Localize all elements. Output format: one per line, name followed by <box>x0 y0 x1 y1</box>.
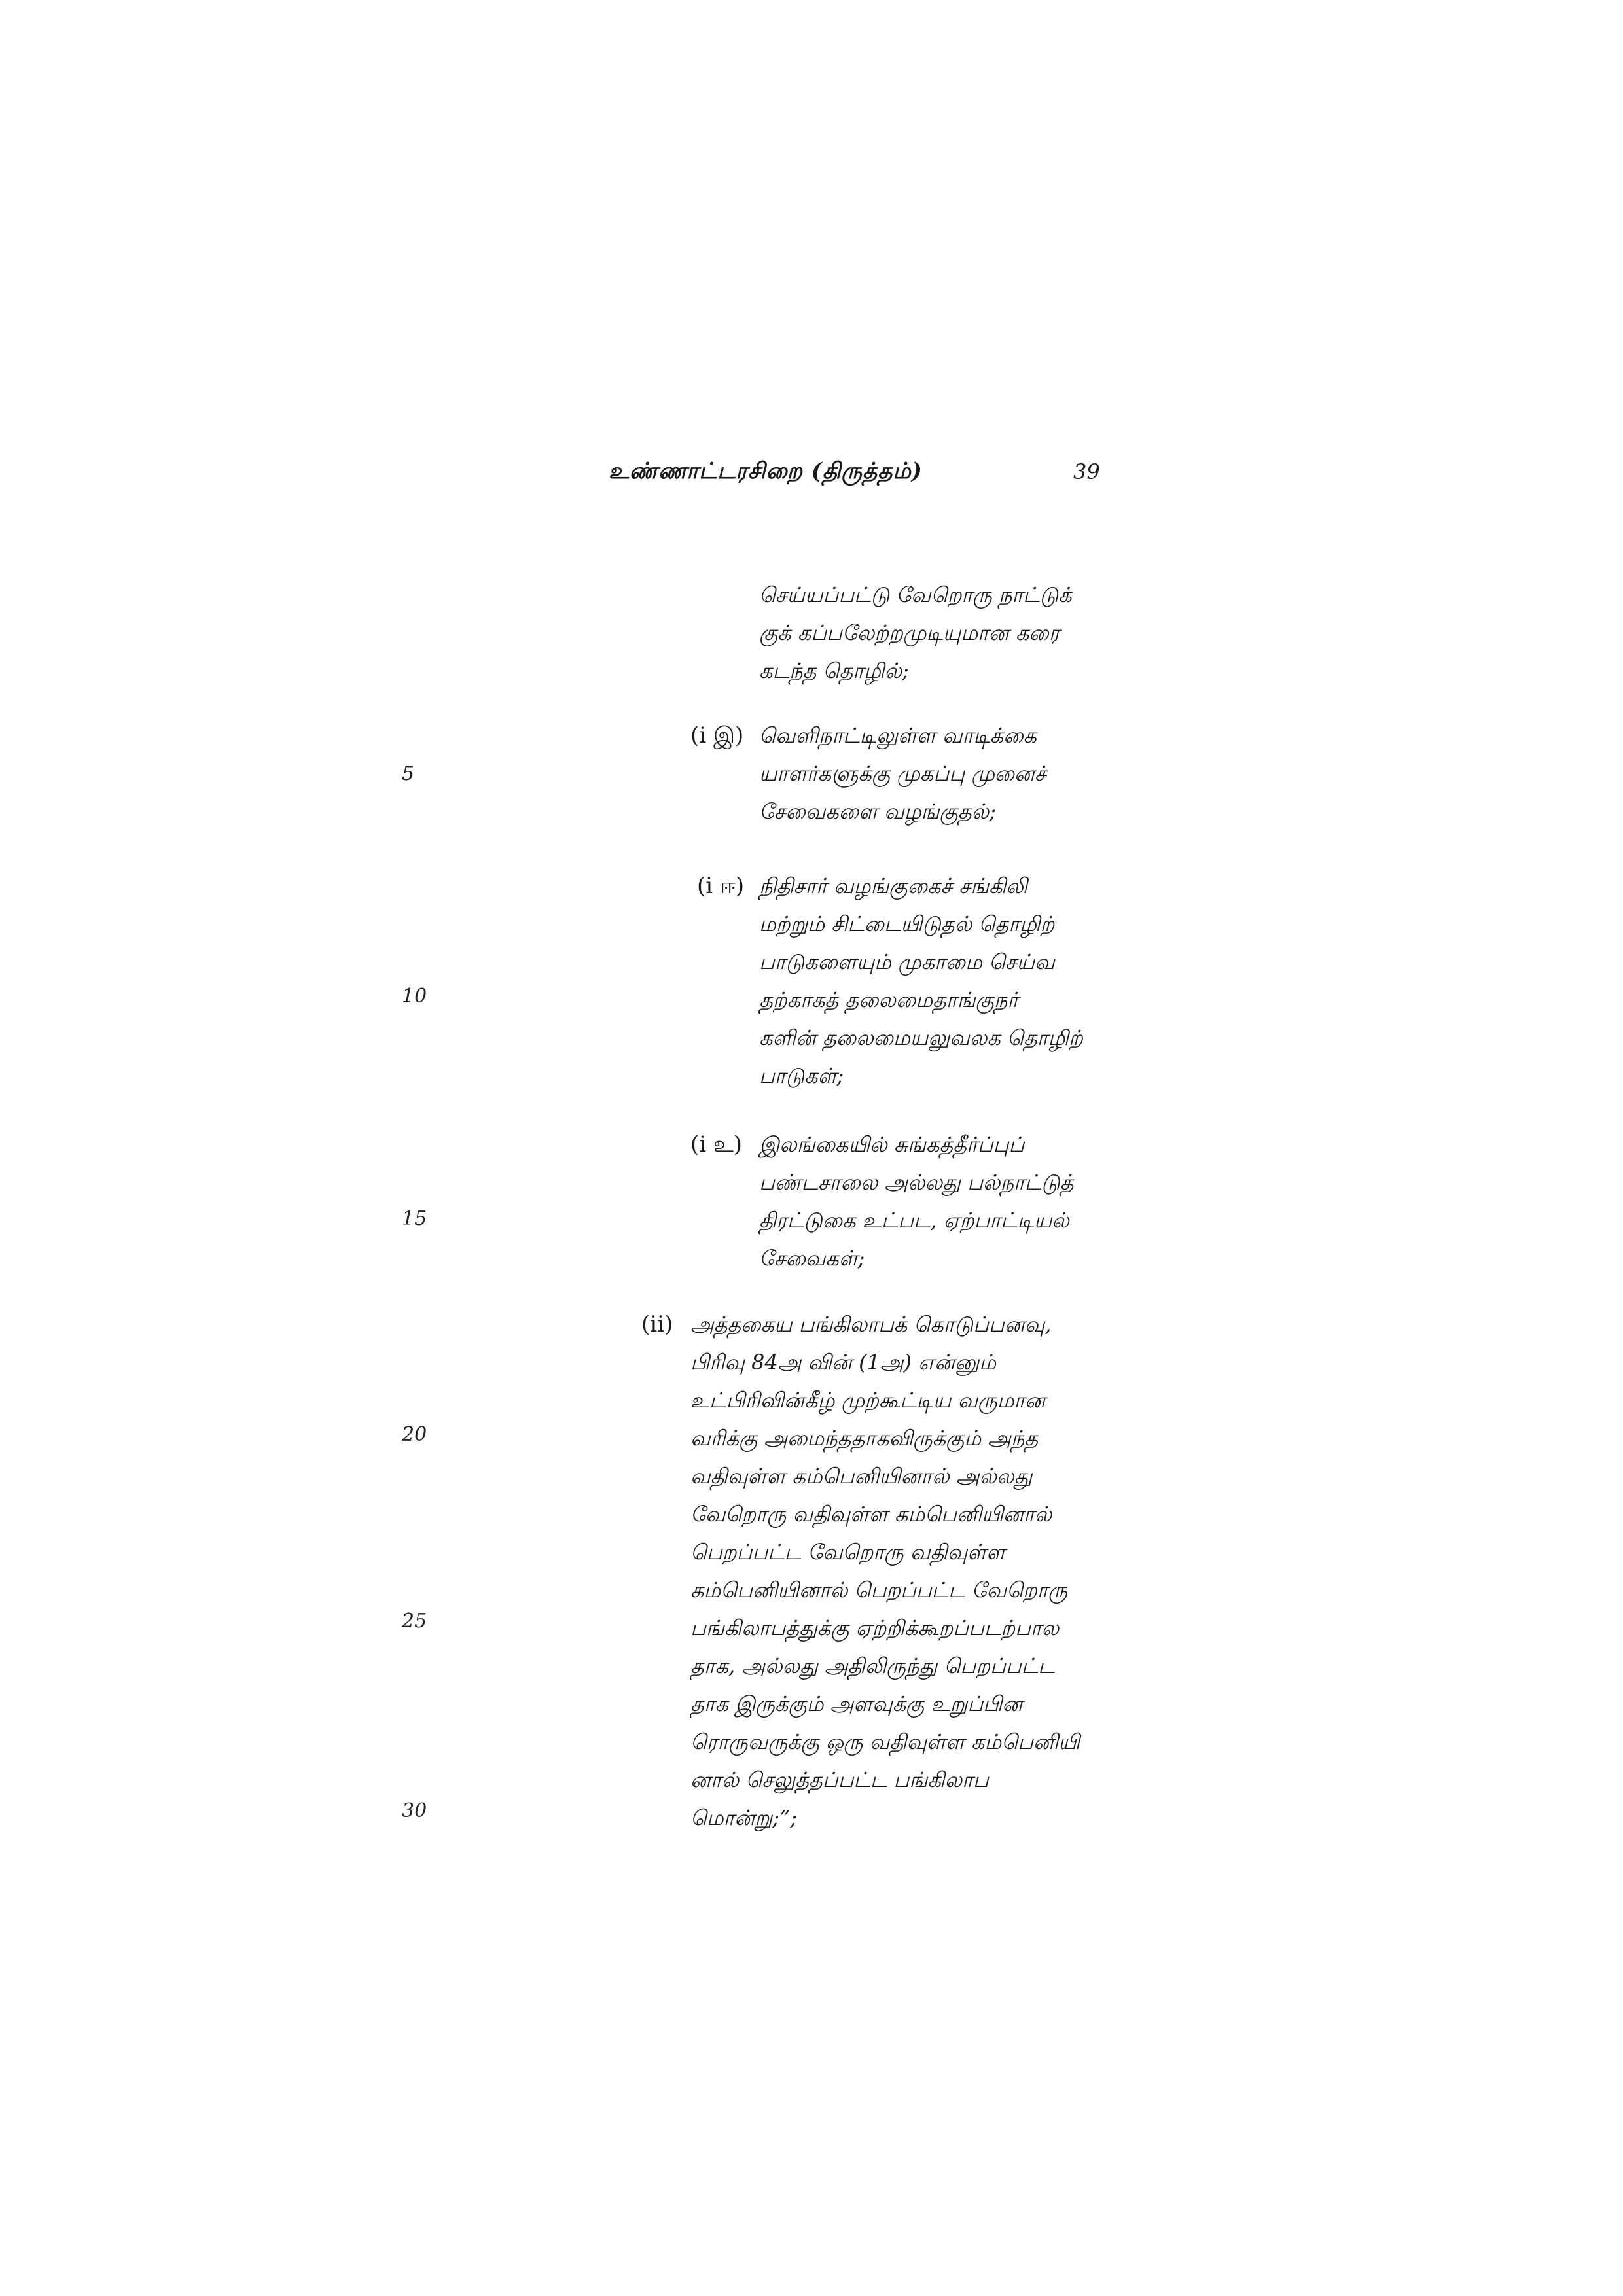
text-line: மொன்று;”; <box>690 1805 798 1830</box>
line-number-5: 5 <box>402 762 415 785</box>
text-line: பாடுகளையும் முகாமை செய்வ <box>759 949 1055 974</box>
text-line: செய்யப்பட்டு வேறொரு நாட்டுக் <box>759 582 1072 607</box>
clause-label: (ii) <box>641 1311 673 1337</box>
text-line: பெறப்பட்ட வேறொரு வதிவுள்ள <box>690 1540 1006 1564</box>
text-line: நிதிசார் வழங்குகைச் சங்கிலி <box>759 874 1027 898</box>
text-line: மற்றும் சிட்டையிடுதல் தொழிற் <box>759 911 1055 936</box>
text-line: யாளர்களுக்கு முகப்பு முனைச் <box>759 761 1046 786</box>
clause-label: (i இ) <box>690 722 744 749</box>
text-line: பங்கிலாபத்துக்கு ஏற்றிக்கூறப்படற்பால <box>690 1616 1060 1640</box>
text-line: குக் கப்பலேற்றமுடியுமான கரை <box>759 620 1060 645</box>
line-number-25: 25 <box>402 1610 427 1633</box>
text-line: கம்பெனியினால் பெறப்பட்ட வேறொரு <box>690 1578 1068 1602</box>
text-line: அத்தகைய பங்கிலாபக் கொடுப்பனவு, <box>690 1312 1052 1337</box>
clause-paragraph <box>759 716 1046 830</box>
line-number-15: 15 <box>402 1207 427 1230</box>
line-number-10: 10 <box>402 985 427 1008</box>
text-line: இலங்கையில் சுங்கத்தீர்ப்புப் <box>759 1132 1025 1157</box>
page-number: 39 <box>1073 459 1100 484</box>
text-line: வரிக்கு அமைந்ததாகவிருக்கும் அந்த <box>690 1426 1039 1451</box>
text-line: வெளிநாட்டிலுள்ள வாடிக்கை <box>759 723 1037 748</box>
continuation-paragraph <box>759 576 1072 690</box>
text-line: சேவைகள்; <box>759 1246 865 1271</box>
clause-label: (i உ) <box>690 1131 743 1157</box>
text-line: தாக இருக்கும் அளவுக்கு உறுப்பின <box>690 1691 1023 1716</box>
text-line: னால் செலுத்தப்பட்ட பங்கிலாப <box>690 1767 989 1792</box>
text-line: திரட்டுகை உட்பட, ஏற்பாட்டியல் <box>759 1208 1069 1233</box>
running-title: உண்ணாட்டரசிறை (திருத்தம்) <box>609 458 923 484</box>
line-number-20: 20 <box>402 1423 427 1446</box>
text-line: தாக, அல்லது அதிலிருந்து பெறப்பட்ட <box>690 1653 1055 1678</box>
clause-paragraph <box>759 1125 1074 1277</box>
text-line: பாடுகள்; <box>759 1063 844 1088</box>
clause-paragraph <box>759 867 1083 1095</box>
text-line: பண்டசாலை அல்லது பல்நாட்டுத் <box>759 1170 1074 1195</box>
line-number-30: 30 <box>402 1799 427 1822</box>
text-line: சேவைகளை வழங்குதல்; <box>759 799 996 824</box>
text-line: பிரிவு 84அ வின் (1அ) என்னும் <box>690 1350 997 1375</box>
text-line: வதிவுள்ள கம்பெனியினால் அல்லது <box>690 1464 1033 1489</box>
text-line: ரொருவருக்கு ஒரு வதிவுள்ள கம்பெனியி <box>690 1729 1080 1754</box>
clause-label: (i ஈ) <box>697 873 745 899</box>
text-line: வேறொரு வதிவுள்ள கம்பெனியினால் <box>690 1502 1052 1527</box>
text-line: களின் தலைமையலுவலக தொழிற் <box>759 1025 1083 1050</box>
text-line: உட்பிரிவின்கீழ் முற்கூட்டிய வருமான <box>690 1388 1046 1413</box>
text-line: தற்காகத் தலைமைதாங்குநர் <box>759 987 1019 1012</box>
clause-paragraph <box>690 1305 1080 1837</box>
text-line: கடந்த தொழில்; <box>759 658 909 683</box>
